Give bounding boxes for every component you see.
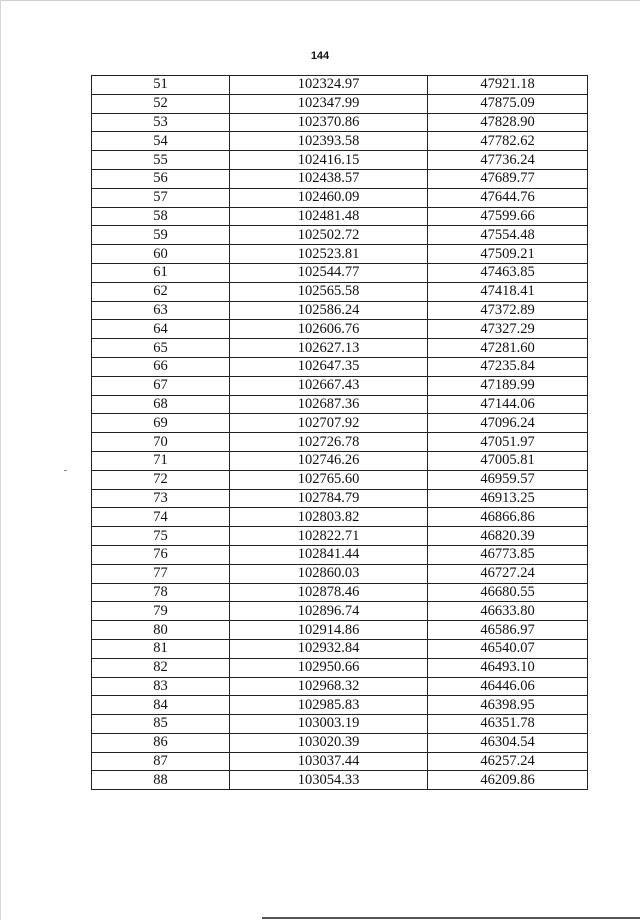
x-coordinate-cell: 102347.99 (230, 94, 428, 113)
table-row (92, 771, 588, 790)
x-coordinate-cell: 102803.82 (230, 508, 428, 527)
x-coordinate-cell: 102438.57 (230, 169, 428, 188)
x-coordinate-cell: 102586.24 (230, 301, 428, 320)
point-number-cell: 69 (92, 414, 230, 433)
y-coordinate-cell: 47689.77 (428, 169, 588, 188)
margin-mark (64, 470, 67, 471)
y-coordinate-cell: 46773.85 (428, 545, 588, 564)
y-coordinate-cell: 46493.10 (428, 658, 588, 677)
table-row (92, 320, 588, 339)
x-coordinate-cell: 102416.15 (230, 151, 428, 170)
y-coordinate-cell: 46209.86 (428, 771, 588, 790)
y-coordinate-cell: 47096.24 (428, 414, 588, 433)
point-number-cell: 68 (92, 395, 230, 414)
y-coordinate-cell: 46304.54 (428, 733, 588, 752)
point-number-cell: 56 (92, 169, 230, 188)
y-coordinate-cell: 46959.57 (428, 470, 588, 489)
x-coordinate-cell: 102502.72 (230, 226, 428, 245)
table-row (92, 470, 588, 489)
x-coordinate-cell: 103003.19 (230, 715, 428, 734)
y-coordinate-cell: 47782.62 (428, 132, 588, 151)
point-number-cell: 83 (92, 677, 230, 696)
x-coordinate-cell: 102726.78 (230, 433, 428, 452)
y-coordinate-cell: 47599.66 (428, 207, 588, 226)
point-number-cell: 52 (92, 94, 230, 113)
x-coordinate-cell: 102707.92 (230, 414, 428, 433)
y-coordinate-cell: 47736.24 (428, 151, 588, 170)
table-row (92, 188, 588, 207)
y-coordinate-cell: 47372.89 (428, 301, 588, 320)
x-coordinate-cell: 102968.32 (230, 677, 428, 696)
y-coordinate-cell: 47554.48 (428, 226, 588, 245)
coordinate-table (91, 75, 588, 790)
table-row (92, 207, 588, 226)
point-number-cell: 80 (92, 621, 230, 640)
table-row (92, 733, 588, 752)
table-row (92, 433, 588, 452)
point-number-cell: 88 (92, 771, 230, 790)
y-coordinate-cell: 47463.85 (428, 263, 588, 282)
x-coordinate-cell: 102784.79 (230, 489, 428, 508)
x-coordinate-cell: 102687.36 (230, 395, 428, 414)
table-row (92, 376, 588, 395)
point-number-cell: 74 (92, 508, 230, 527)
x-coordinate-cell: 102932.84 (230, 639, 428, 658)
point-number-cell: 65 (92, 339, 230, 358)
x-coordinate-cell: 102565.58 (230, 282, 428, 301)
point-number-cell: 81 (92, 639, 230, 658)
table-row (92, 564, 588, 583)
point-number-cell: 61 (92, 263, 230, 282)
point-number-cell: 60 (92, 245, 230, 264)
y-coordinate-cell: 47005.81 (428, 451, 588, 470)
y-coordinate-cell: 47189.99 (428, 376, 588, 395)
y-coordinate-cell: 47144.06 (428, 395, 588, 414)
x-coordinate-cell: 102370.86 (230, 113, 428, 132)
point-number-cell: 67 (92, 376, 230, 395)
x-coordinate-cell: 102914.86 (230, 621, 428, 640)
point-number-cell: 66 (92, 357, 230, 376)
table-row (92, 602, 588, 621)
x-coordinate-cell: 102606.76 (230, 320, 428, 339)
point-number-cell: 57 (92, 188, 230, 207)
y-coordinate-cell: 47418.41 (428, 282, 588, 301)
x-coordinate-cell: 102822.71 (230, 527, 428, 546)
point-number-cell: 86 (92, 733, 230, 752)
table-row (92, 508, 588, 527)
y-coordinate-cell: 47921.18 (428, 76, 588, 95)
table-row (92, 489, 588, 508)
y-coordinate-cell: 46398.95 (428, 696, 588, 715)
table-row (92, 113, 588, 132)
x-coordinate-cell: 102460.09 (230, 188, 428, 207)
table-row (92, 545, 588, 564)
table-row (92, 677, 588, 696)
point-number-cell: 54 (92, 132, 230, 151)
point-number-cell: 75 (92, 527, 230, 546)
y-coordinate-cell: 47828.90 (428, 113, 588, 132)
table-row (92, 752, 588, 771)
table-row (92, 639, 588, 658)
table-row (92, 169, 588, 188)
y-coordinate-cell: 46633.80 (428, 602, 588, 621)
x-coordinate-cell: 103054.33 (230, 771, 428, 790)
point-number-cell: 59 (92, 226, 230, 245)
table-row (92, 621, 588, 640)
x-coordinate-cell: 102765.60 (230, 470, 428, 489)
y-coordinate-cell: 47235.84 (428, 357, 588, 376)
x-coordinate-cell: 103020.39 (230, 733, 428, 752)
y-coordinate-cell: 46540.07 (428, 639, 588, 658)
point-number-cell: 78 (92, 583, 230, 602)
point-number-cell: 77 (92, 564, 230, 583)
point-number-cell: 79 (92, 602, 230, 621)
y-coordinate-cell: 47327.29 (428, 320, 588, 339)
table-row (92, 301, 588, 320)
point-number-cell: 72 (92, 470, 230, 489)
table-row (92, 357, 588, 376)
x-coordinate-cell: 102393.58 (230, 132, 428, 151)
point-number-cell: 63 (92, 301, 230, 320)
point-number-cell: 51 (92, 76, 230, 95)
y-coordinate-cell: 46866.86 (428, 508, 588, 527)
y-coordinate-cell: 47281.60 (428, 339, 588, 358)
point-number-cell: 84 (92, 696, 230, 715)
table-row (92, 395, 588, 414)
table-row (92, 282, 588, 301)
x-coordinate-cell: 102878.46 (230, 583, 428, 602)
x-coordinate-cell: 102860.03 (230, 564, 428, 583)
point-number-cell: 58 (92, 207, 230, 226)
point-number-cell: 55 (92, 151, 230, 170)
point-number-cell: 71 (92, 451, 230, 470)
point-number-cell: 62 (92, 282, 230, 301)
x-coordinate-cell: 102950.66 (230, 658, 428, 677)
x-coordinate-cell: 102647.35 (230, 357, 428, 376)
table-row (92, 658, 588, 677)
table-row (92, 696, 588, 715)
point-number-cell: 85 (92, 715, 230, 734)
table-row (92, 76, 588, 95)
scan-top-edge (0, 0, 640, 1)
point-number-cell: 64 (92, 320, 230, 339)
x-coordinate-cell: 102841.44 (230, 545, 428, 564)
x-coordinate-cell: 102627.13 (230, 339, 428, 358)
table-row (92, 527, 588, 546)
y-coordinate-cell: 47875.09 (428, 94, 588, 113)
table-row (92, 245, 588, 264)
table-row (92, 451, 588, 470)
point-number-cell: 53 (92, 113, 230, 132)
y-coordinate-cell: 46820.39 (428, 527, 588, 546)
x-coordinate-cell: 102324.97 (230, 76, 428, 95)
table-body (92, 76, 588, 790)
table-row (92, 226, 588, 245)
y-coordinate-cell: 46586.97 (428, 621, 588, 640)
y-coordinate-cell: 46257.24 (428, 752, 588, 771)
point-number-cell: 70 (92, 433, 230, 452)
y-coordinate-cell: 46727.24 (428, 564, 588, 583)
y-coordinate-cell: 46351.78 (428, 715, 588, 734)
point-number-cell: 87 (92, 752, 230, 771)
x-coordinate-cell: 102481.48 (230, 207, 428, 226)
x-coordinate-cell: 102746.26 (230, 451, 428, 470)
x-coordinate-cell: 102523.81 (230, 245, 428, 264)
table-row (92, 263, 588, 282)
point-number-cell: 76 (92, 545, 230, 564)
point-number-cell: 82 (92, 658, 230, 677)
scan-left-edge (0, 0, 1, 920)
y-coordinate-cell: 47509.21 (428, 245, 588, 264)
page-number: 144 (310, 50, 330, 62)
table-row (92, 583, 588, 602)
bottom-rule (262, 917, 640, 919)
table-row (92, 94, 588, 113)
table-row (92, 132, 588, 151)
y-coordinate-cell: 47051.97 (428, 433, 588, 452)
point-number-cell: 73 (92, 489, 230, 508)
table-row (92, 715, 588, 734)
x-coordinate-cell: 103037.44 (230, 752, 428, 771)
x-coordinate-cell: 102896.74 (230, 602, 428, 621)
x-coordinate-cell: 102985.83 (230, 696, 428, 715)
y-coordinate-cell: 46446.06 (428, 677, 588, 696)
y-coordinate-cell: 47644.76 (428, 188, 588, 207)
table-row (92, 151, 588, 170)
table-row (92, 414, 588, 433)
y-coordinate-cell: 46913.25 (428, 489, 588, 508)
x-coordinate-cell: 102667.43 (230, 376, 428, 395)
y-coordinate-cell: 46680.55 (428, 583, 588, 602)
table-row (92, 339, 588, 358)
x-coordinate-cell: 102544.77 (230, 263, 428, 282)
